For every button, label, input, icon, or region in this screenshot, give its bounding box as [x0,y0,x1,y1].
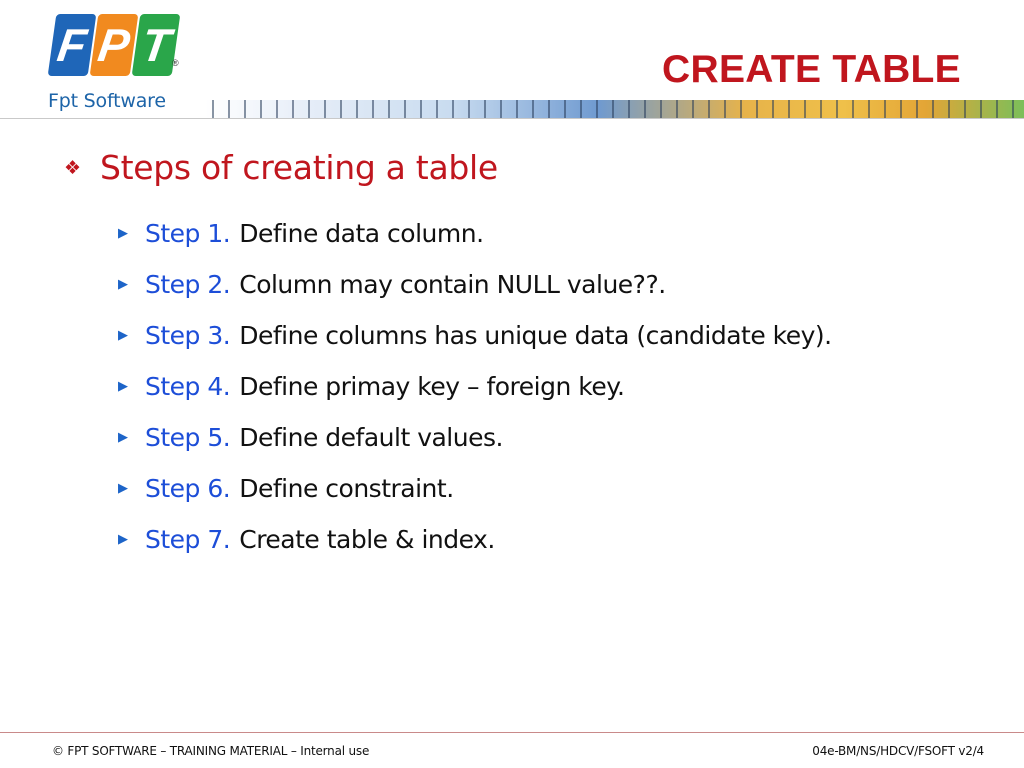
logo-letter-f: F [48,14,97,76]
logo-letter-p: P [90,14,139,76]
list-item [118,208,832,259]
triangle-bullet-icon: ▶ [118,532,128,547]
step-label: Step 4. [145,372,231,401]
list-item [118,361,832,412]
step-label: Step 1. [145,219,231,248]
header-divider [0,118,1024,119]
section-heading [64,148,498,187]
step-label: Step 6. [145,474,231,503]
list-item [118,463,832,514]
fpt-logo-mark [48,14,178,80]
footer-divider [0,732,1024,733]
list-item [118,514,832,565]
diamond-bullet-icon: ❖ [64,156,82,179]
triangle-bullet-icon: ▶ [118,379,128,394]
footer-document-code: 04e-BM/NS/HDCV/FSOFT v2/4 [812,744,984,758]
section-heading-text: Steps of creating a table [100,148,498,187]
list-item [118,412,832,463]
step-description: Define primay key – foreign key. [239,372,625,401]
step-label: Step 3. [145,321,231,350]
triangle-bullet-icon: ▶ [118,277,128,292]
step-description: Column may contain NULL value??. [239,270,666,299]
logo-letter-t: T [132,14,181,76]
steps-list [118,208,832,565]
triangle-bullet-icon: ▶ [118,481,128,496]
fpt-software-logo [48,14,188,118]
list-item [118,310,832,361]
step-label: Step 7. [145,525,231,554]
footer-copyright: © FPT SOFTWARE – TRAINING MATERIAL – Internal use [52,744,370,758]
step-label: Step 5. [145,423,231,452]
step-description: Define columns has unique data (candidate key). [239,321,832,350]
step-description: Define default values. [239,423,503,452]
step-description: Create table & index. [239,525,495,554]
step-description: Define constraint. [239,474,454,503]
slide-title: CREATE TABLE [662,48,961,91]
header-decorative-band [205,100,1024,118]
logo-company-name: Fpt Software [48,90,166,112]
triangle-bullet-icon: ▶ [118,328,128,343]
step-label: Step 2. [145,270,231,299]
triangle-bullet-icon: ▶ [118,430,128,445]
registered-mark: ® [172,58,179,68]
step-description: Define data column. [239,219,484,248]
list-item [118,259,832,310]
triangle-bullet-icon: ▶ [118,226,128,241]
